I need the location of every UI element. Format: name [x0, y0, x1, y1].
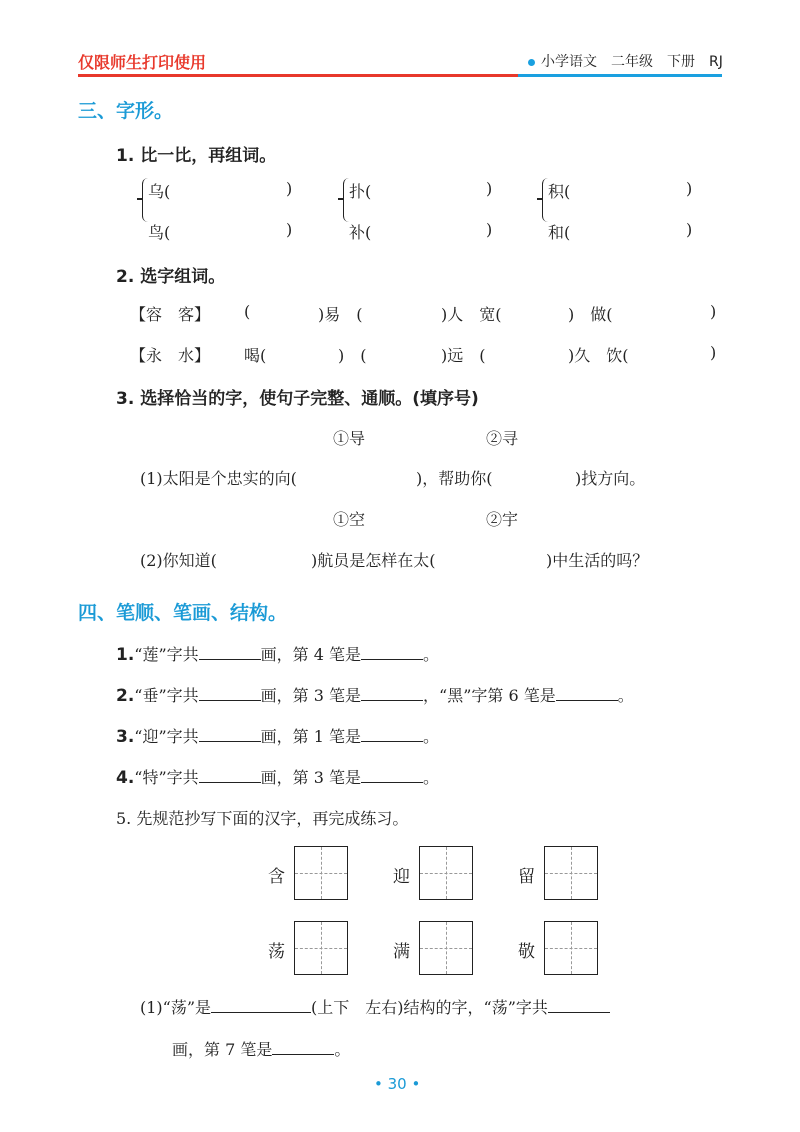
section3-title: 三、字形。: [78, 100, 174, 122]
item-text: 画，第 1 笔是: [260, 727, 362, 746]
answer-blank[interactable]: [556, 684, 618, 701]
s4-item2: [116, 683, 634, 706]
q3-opt1a: ①导: [333, 429, 366, 448]
q2-title: 2. 选字组词。: [116, 267, 226, 287]
q1-close: ): [686, 179, 693, 198]
q2-row1-item: )易 (: [318, 305, 363, 324]
page-number: • 30 •: [374, 1075, 421, 1093]
item-text: “迎”字共: [134, 727, 199, 746]
answer-blank[interactable]: [361, 766, 423, 783]
answer-blank[interactable]: [361, 725, 423, 742]
answer-blank[interactable]: [211, 996, 311, 1013]
header-rule-blue: [518, 74, 722, 77]
item-text: 画，第 3 笔是: [260, 686, 362, 705]
answer-blank[interactable]: [548, 996, 610, 1013]
q3-sent1-c: )找方向。: [575, 469, 646, 488]
grid-char: 荡: [268, 942, 285, 962]
q2-row1-item: )人 宽(: [441, 305, 502, 324]
item-text: 画，第 3 笔是: [260, 768, 362, 787]
item-text: ，“黑”字第 6 笔是: [423, 686, 556, 705]
header-term: 下册: [667, 54, 695, 70]
q1-close: ): [286, 179, 293, 198]
header-rule-red: [78, 74, 518, 77]
q2-row1-item: (: [244, 302, 251, 321]
q1-g3-bottom: 和(: [548, 223, 571, 242]
q1-g2-top: 扑(: [349, 182, 372, 201]
s4-item3: [116, 724, 439, 747]
item-number: 3.: [116, 727, 135, 747]
grid-char: 敬: [518, 942, 535, 962]
sub1-text: 画，第 7 笔是: [172, 1040, 273, 1059]
item-number: 4.: [116, 768, 135, 788]
q3-opt2a: ①空: [333, 510, 366, 529]
header-dot-icon: [528, 59, 535, 66]
q1-g2-bottom: 补(: [349, 223, 372, 242]
q2-row1-item: ) 做(: [568, 305, 613, 324]
q5-sub1-line2: [172, 1037, 350, 1060]
header-grade: 二年级: [611, 54, 653, 70]
q5-sub1-line1: [140, 995, 610, 1018]
item-number: 2.: [116, 686, 135, 706]
answer-blank[interactable]: [199, 766, 261, 783]
s4-item1: [116, 642, 439, 665]
grid-char: 含: [268, 867, 285, 887]
q2-row2-item: )远 (: [441, 346, 486, 365]
section4-title: 四、笔顺、笔画、结构。: [78, 602, 288, 624]
q2-row2-item: 喝(: [244, 346, 267, 365]
q3-sent2-c: )中生活的吗？: [546, 551, 649, 570]
q2-row2-options: 【永 水】: [130, 346, 211, 365]
sub1-text: 。: [334, 1040, 351, 1059]
item-text: “莲”字共: [134, 645, 199, 664]
grid-char: 满: [393, 942, 410, 962]
answer-blank[interactable]: [361, 684, 423, 701]
sub1-text: (上下 左右)结构的字，“荡”字共: [311, 998, 548, 1017]
header-subject: 小学语文: [541, 54, 597, 70]
q1-close: ): [286, 220, 293, 239]
q3-opt1b: ②寻: [486, 429, 519, 448]
header-notice: 仅限师生打印使用: [78, 53, 207, 72]
q1-title: 1. 比一比，再组词。: [116, 146, 277, 166]
q2-row2-item: ) (: [338, 346, 367, 365]
item-text: 。: [423, 727, 440, 746]
sub1-text: (1)“荡”是: [140, 998, 212, 1017]
s4-item4: [116, 765, 439, 788]
item-text: 。: [423, 645, 440, 664]
answer-blank[interactable]: [272, 1038, 334, 1055]
q1-close: ): [486, 179, 493, 198]
answer-blank[interactable]: [199, 643, 261, 660]
item-text: 画，第 4 笔是: [260, 645, 362, 664]
q5-title: 5. 先规范抄写下面的汉字，再完成练习。: [116, 809, 409, 828]
q2-row2-item: )久 饮(: [568, 346, 629, 365]
header-book-info: [528, 51, 723, 71]
q1-close: ): [486, 220, 493, 239]
q3-sent1-a: (1)太阳是个忠实的向(: [140, 469, 297, 488]
answer-blank[interactable]: [361, 643, 423, 660]
q3-opt2b: ②宇: [486, 510, 519, 529]
q1-close: ): [686, 220, 693, 239]
writing-grid[interactable]: [294, 846, 348, 900]
grid-char: 留: [518, 867, 535, 887]
q3-sent1-b: )，帮助你(: [416, 469, 493, 488]
q2-row1-item: ): [710, 302, 717, 321]
answer-blank[interactable]: [199, 725, 261, 742]
item-text: 。: [423, 768, 440, 787]
writing-grid[interactable]: [544, 921, 598, 975]
item-number: 1.: [116, 645, 135, 665]
grid-char: 迎: [393, 867, 410, 887]
q1-g1-top: 乌(: [148, 182, 171, 201]
q1-g1-bottom: 鸟(: [148, 223, 171, 242]
writing-grid[interactable]: [544, 846, 598, 900]
header-edition: RJ: [709, 54, 723, 70]
item-text: 。: [617, 686, 634, 705]
writing-grid[interactable]: [294, 921, 348, 975]
q2-row2-item: ): [710, 343, 717, 362]
answer-blank[interactable]: [199, 684, 261, 701]
q3-sent2-b: )航员是怎样在太(: [311, 551, 436, 570]
q2-row1-options: 【容 客】: [130, 305, 211, 324]
item-text: “特”字共: [134, 768, 199, 787]
item-text: “垂”字共: [134, 686, 199, 705]
q3-sent2-a: (2)你知道(: [140, 551, 217, 570]
q3-title: 3. 选择恰当的字，使句子完整、通顺。(填序号): [116, 389, 479, 409]
q1-g3-top: 积(: [548, 182, 571, 201]
writing-grid[interactable]: [419, 921, 473, 975]
writing-grid[interactable]: [419, 846, 473, 900]
